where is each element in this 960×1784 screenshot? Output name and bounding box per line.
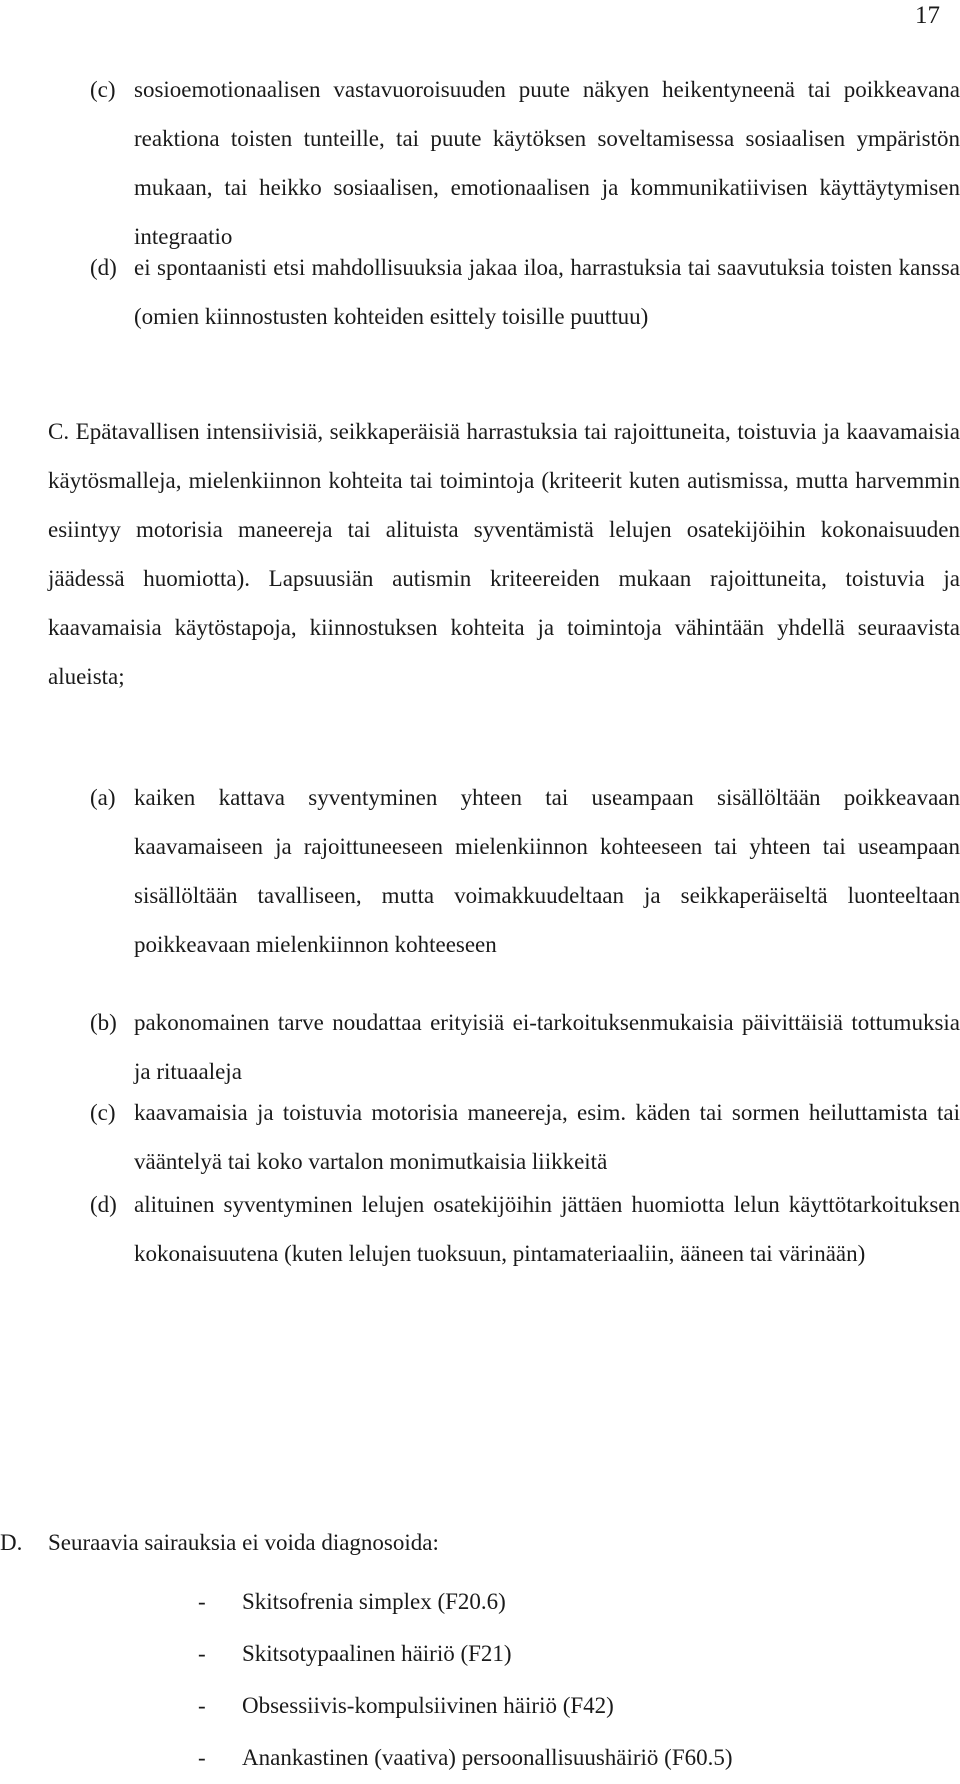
list-item-b-c [90,65,960,261]
criterion-d-label: D. [0,1530,23,1555]
criterion-c-paragraph: C. Epätavallisen intensiivisiä, seikkaperäisiä harrastuksia tai rajoittuneita, toistuvia ja kaavamaisia käytösmalleja, mielenkiinnon kohteita tai toimintoja (kriteerit kuten autismissa, mutta harvemmin esiintyy motorisia maneereja tai alituista syventämistä lelujen osatekijöihin kokonaisuuden jäädessä huomiotta). Lapsuusiän autismin kriteereiden mukaan rajoittuneita, toistuvia ja kaavamaisia käytöstapoja, kiinnostuksen kohteita ja toimintoja vähintään yhdellä seuraavista alueista; [48,419,960,689]
item-text: kaavamaisia ja toistuvia motorisia maneereja, esim. käden tai sormen heiluttamista tai vääntelyä tai koko vartalon monimutkaisia liikkeitä [134,1100,960,1174]
item-label: (a) [90,785,116,810]
dash-bullet: - [198,1745,206,1770]
criterion-d-text: Seuraavia sairauksia ei voida diagnosoida: [48,1530,439,1555]
exclusion-list [198,1576,733,1784]
item-label: (c) [90,1100,116,1125]
exclusion-item [198,1680,733,1732]
list-item-b-d [90,243,960,341]
list-item-c-b [90,998,960,1096]
exclusion-item [198,1628,733,1680]
item-label: (c) [90,77,116,102]
exclusion-text: Anankastinen (vaativa) persoonallisuushäiriö (F60.5) [242,1745,733,1770]
criterion-d-heading [0,1518,960,1567]
list-item-c-a [90,773,960,969]
item-label: (b) [90,1010,117,1035]
exclusion-item [198,1576,733,1628]
exclusion-text: Skitsotypaalinen häiriö (F21) [242,1641,512,1666]
item-text: alituinen syventyminen lelujen osatekijöihin jättäen huomiotta lelun käyttötarkoituksen kokonaisuutena (kuten lelujen tuoksuun, pintamateriaaliin, ääneen tai värinään) [134,1192,960,1266]
item-text: sosioemotionaalisen vastavuoroisuuden puute näkyen heikentyneenä tai poikkeavana reaktiona toisten tunteille, tai puute käytöksen soveltamisessa sosiaalisen ympäristön mukaan, tai heikko sosiaalisen, emotionaalisen ja kommunikatiivisen käyttäytymisen integraatio [134,77,960,249]
exclusion-item [198,1732,733,1784]
exclusion-text: Obsessiivis-kompulsiivinen häiriö (F42) [242,1693,614,1718]
dash-bullet: - [198,1589,206,1614]
item-text: ei spontaanisti etsi mahdollisuuksia jakaa iloa, harrastuksia tai saavutuksia toisten kanssa (omien kiinnostusten kohteiden esittely toisille puuttuu) [134,255,960,329]
dash-bullet: - [198,1693,206,1718]
item-text: pakonomainen tarve noudattaa erityisiä ei-tarkoituksenmukaisia päivittäisiä tottumuksia ja rituaaleja [134,1010,960,1084]
item-label: (d) [90,255,117,280]
dash-bullet: - [198,1641,206,1666]
page-number: 17 [915,2,940,29]
item-text: kaiken kattava syventyminen yhteen tai useampaan sisällöltään poikkeavaan kaavamaiseen ja rajoittuneeseen mielenkiinnon kohteeseen tai yhteen tai useampaan sisällöltään tavalliseen, mutta voimakkuudeltaan ja seikkaperäiseltä luonteeltaan poikkeavaan mielenkiinnon kohteeseen [134,785,960,957]
list-item-c-c [90,1088,960,1186]
item-label: (d) [90,1192,117,1217]
exclusion-text: Skitsofrenia simplex (F20.6) [242,1589,506,1614]
list-item-c-d [90,1180,960,1278]
